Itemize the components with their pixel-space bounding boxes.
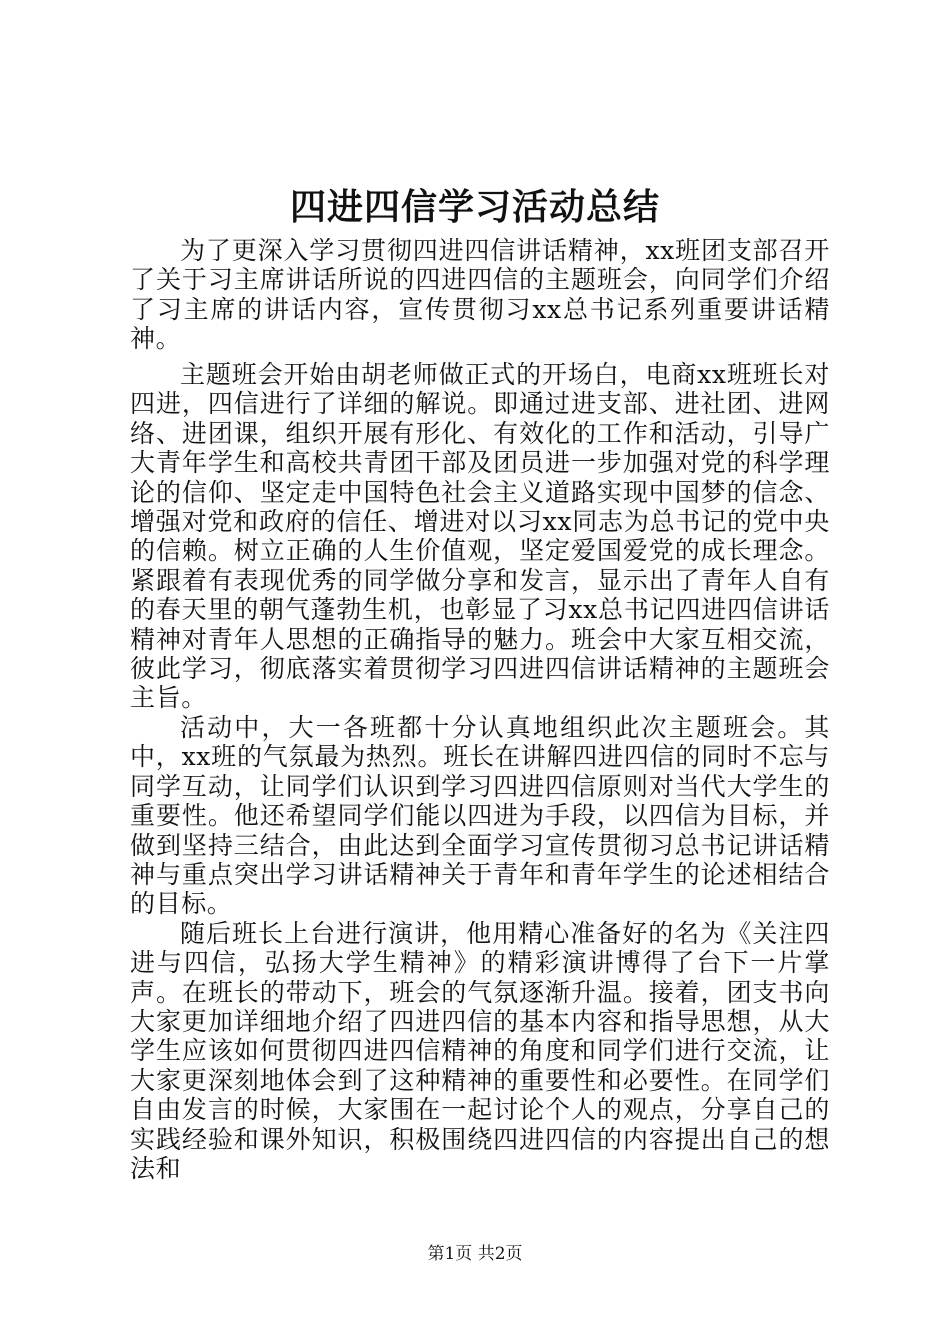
page-number-footer: 第1页 共2页	[427, 1244, 523, 1264]
paragraph-1: 为了更深入学习贯彻四进四信讲话精神，xx班团支部召开了关于习主席讲话所说的四进四信的主题班会，向同学们介绍了习主席的讲话内容，宣传贯彻习xx总书记系列重要讲话精神。	[130, 236, 830, 354]
paragraph-2: 主题班会开始由胡老师做正式的开场白，电商xx班班长对四进，四信进行了详细的解说。即通过进支部、进社团、进网络、进团课，组织开展有形化、有效化的工作和活动，引导广大青年学生和高校共青团干部及团员进一步加强对党的科学理论的信仰、坚定走中国特色社会主义道路实现中国梦的信念、增强对党和政府的信任、增进对以习xx同志为总书记的党中央的信赖。树立正确的人生价值观，坚定爱国爱党的成长理念。紧跟着有表现优秀的同学做分享和发言，显示出了青年人自有的春天里的朝气蓬勃生机，也彰显了习xx总书记四进四信讲话精神对青年人思想的正确指导的魅力。班会中大家互相交流，彼此学习，彻底落实着贯彻学习四进四信讲话精神的主题班会主旨。	[130, 360, 830, 713]
document-title: 四进四信学习活动总结	[289, 186, 660, 228]
body-section	[130, 360, 830, 1183]
paragraph-3: 活动中，大一各班都十分认真地组织此次主题班会。其中，xx班的气氛最为热烈。班长在讲解四进四信的同时不忘与同学互动，让同学们认识到学习四进四信原则对当代大学生的重要性。他还希望同学们能以四进为手段，以四信为目标，并做到坚持三结合，由此达到全面学习宣传贯彻习总书记讲话精神与重点突出学习讲话精神关于青年和青年学生的论述相结合的目标。	[130, 712, 830, 919]
paragraph-4: 随后班长上台进行演讲，他用精心准备好的名为《关注四进与四信，弘扬大学生精神》的精彩演讲博得了台下一片掌声。在班长的带动下，班会的气氛逐渐升温。接着，团支书向大家更加详细地介绍了四进四信的基本内容和指导思想，从大学生应该如何贯彻四进四信精神的角度和同学们进行交流，让大家更深刻地体会到了这种精神的重要性和必要性。在同学们自由发言的时候，大家围在一起讨论个人的观点，分享自己的实践经验和课外知识，积极围绕四进四信的内容提出自己的想法和	[130, 918, 830, 1183]
intro-section	[130, 236, 830, 354]
